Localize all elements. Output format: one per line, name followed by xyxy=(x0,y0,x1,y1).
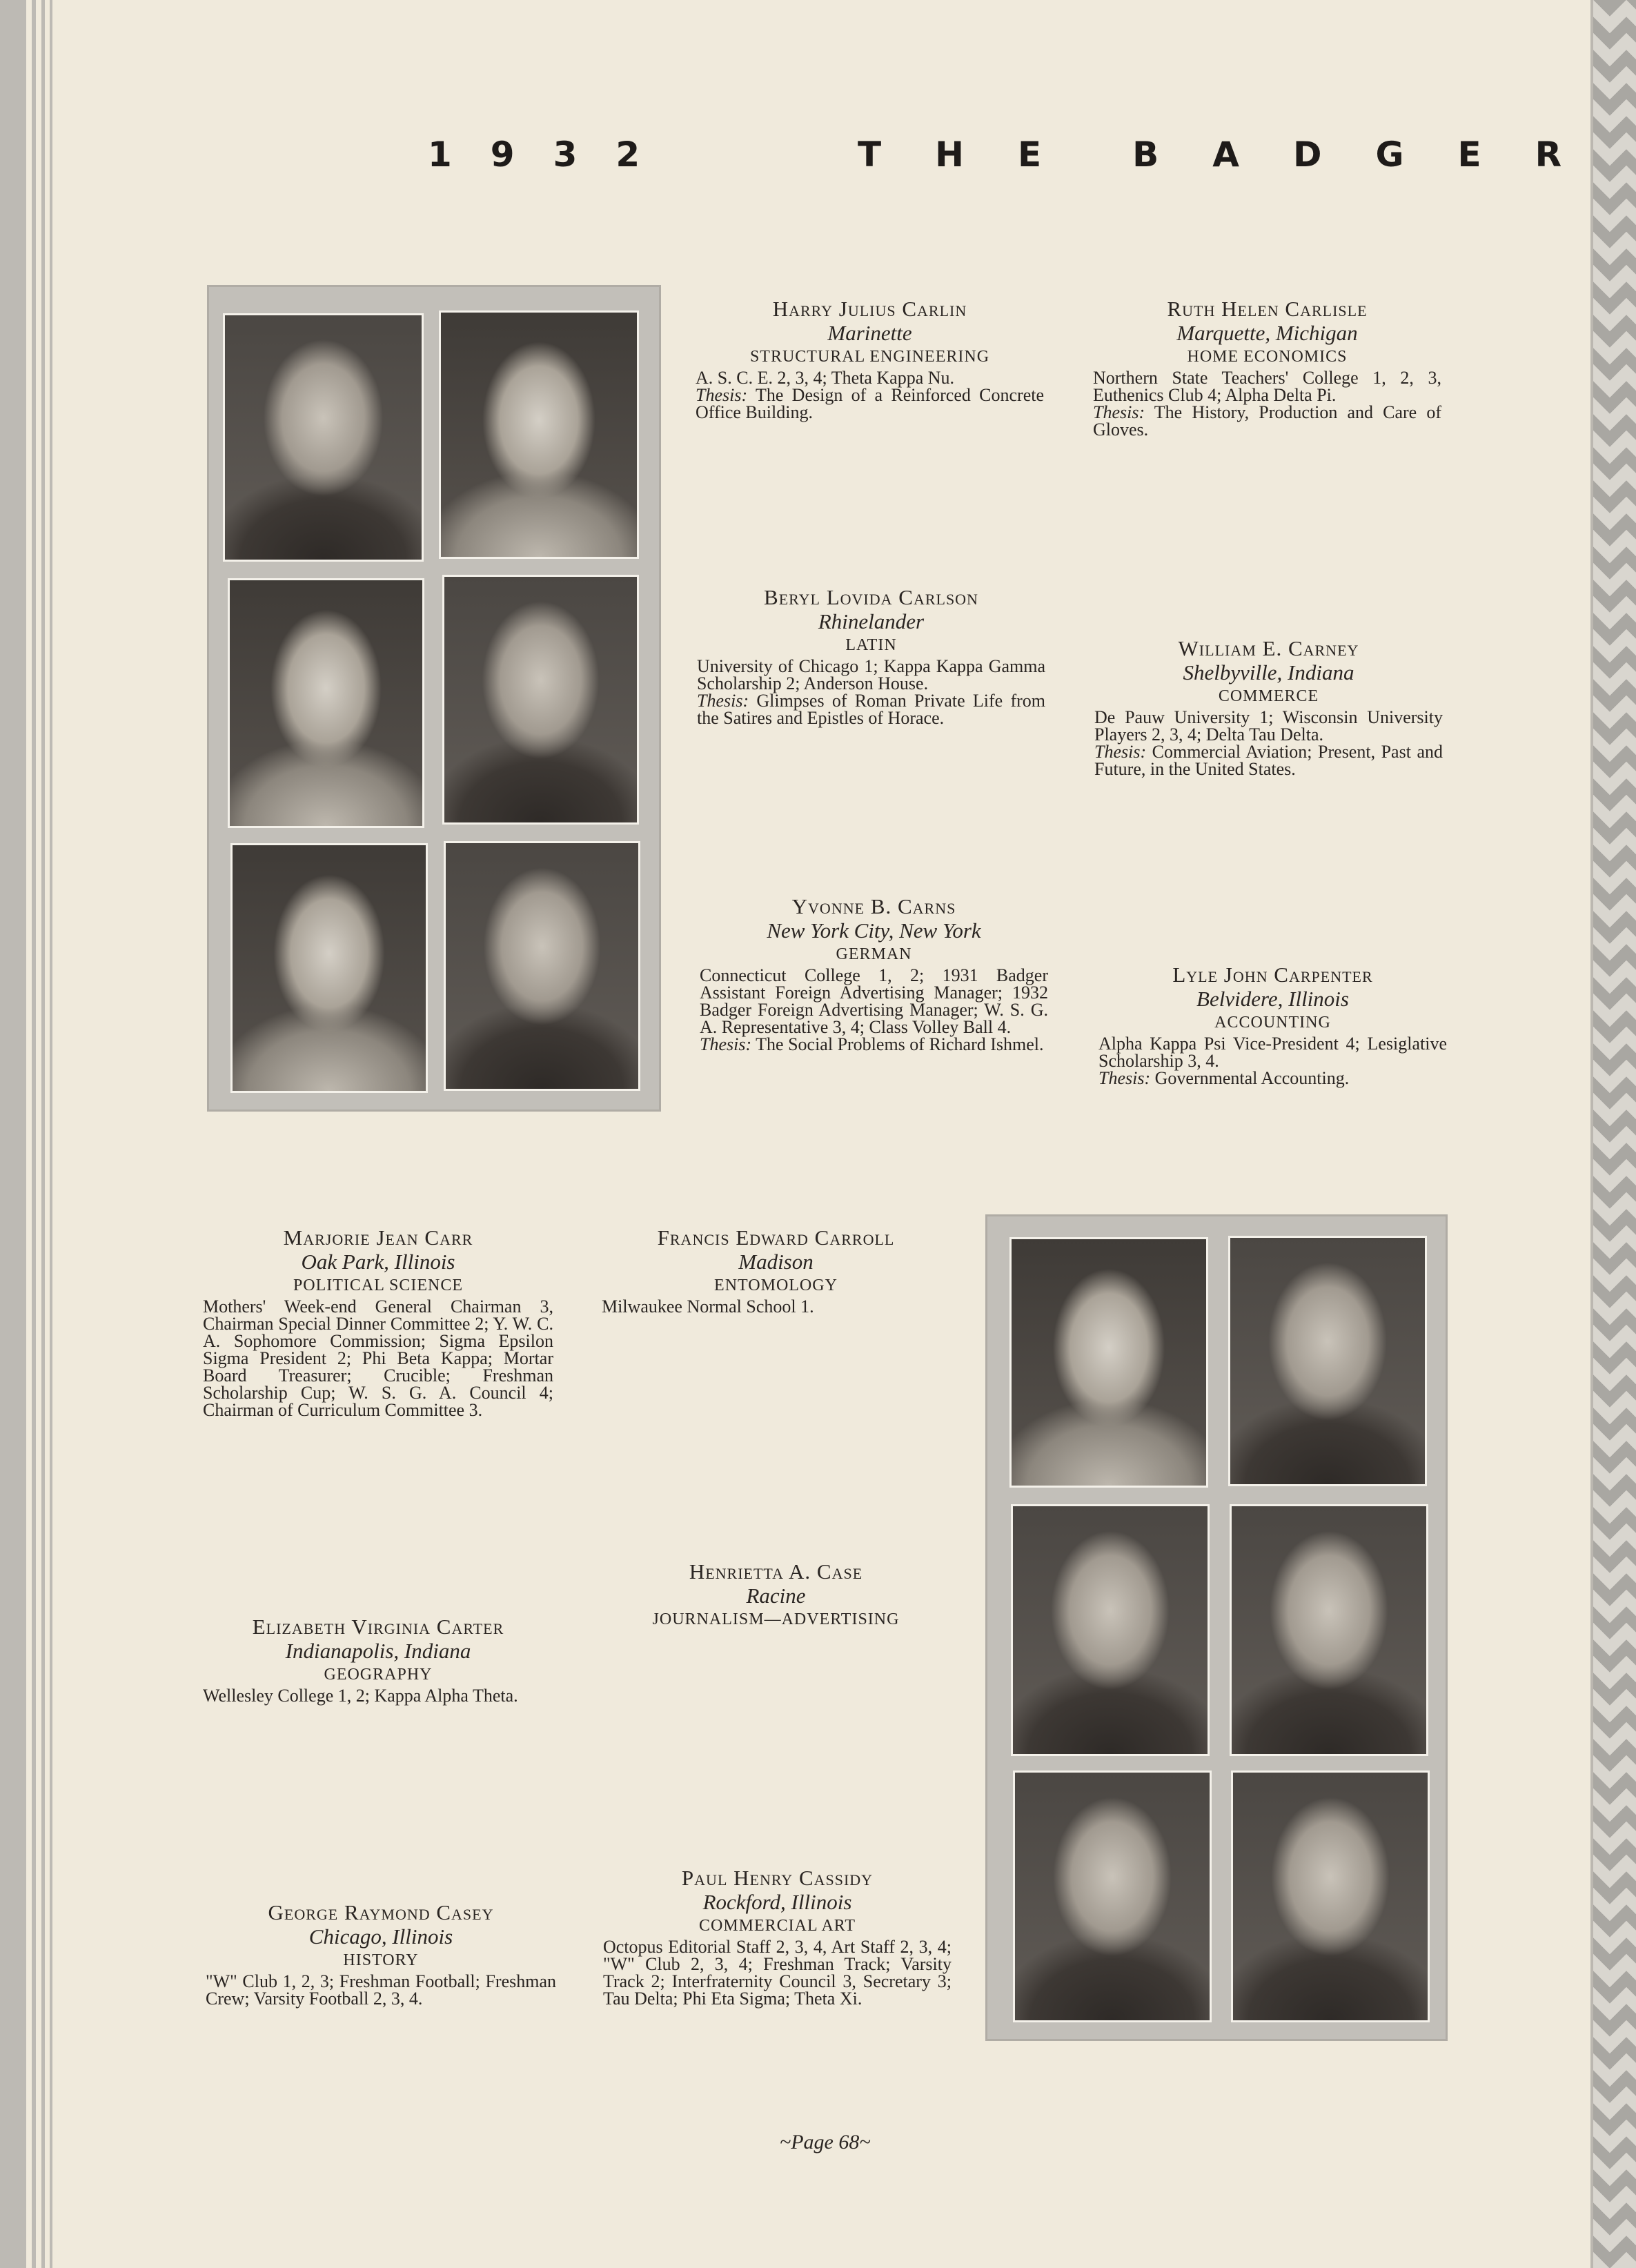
student-department: JOURNALISM—ADVERTISING xyxy=(652,1610,900,1628)
student-hometown: Indianapolis, Indiana xyxy=(285,1639,471,1663)
student-department: ACCOUNTING xyxy=(1214,1014,1331,1032)
student-activities: Connecticut College 1, 2; 1931 Badger Assistant Foreign Advertising Manager; 1932 Badger Foreign Advertising Manager; W. S. G. A. Representative 3, 4; Class Volley Ball 4. xyxy=(700,965,1048,1037)
student-department: COMMERCE xyxy=(1218,687,1319,705)
student-name: Marjorie Jean Carr xyxy=(283,1225,473,1250)
portrait-photo xyxy=(228,578,424,828)
photo-panel-top xyxy=(207,285,661,1112)
student-entry xyxy=(206,1902,556,2007)
student-activities: De Pauw University 1; Wisconsin University Players 2, 3, 4; Delta Tau Delta. xyxy=(1094,707,1443,745)
student-department: POLITICAL SCIENCE xyxy=(293,1276,464,1294)
right-diamond-border xyxy=(1593,0,1636,2268)
student-activities: "W" Club 1, 2, 3; Freshman Football; Freshman Crew; Varsity Football 2, 3, 4. xyxy=(206,1971,556,2009)
student-department: GERMAN xyxy=(836,945,912,963)
student-hometown: Shelbyville, Indiana xyxy=(1183,660,1354,684)
student-entry xyxy=(203,1616,553,1704)
student-hometown: Madison xyxy=(738,1250,814,1274)
student-activities: A. S. C. E. 2, 3, 4; Theta Kappa Nu. xyxy=(696,368,955,388)
student-activities: University of Chicago 1; Kappa Kappa Gamma Scholarship 2; Anderson House. xyxy=(697,656,1045,693)
student-entry xyxy=(1098,964,1447,1087)
student-thesis: Thesis: Glimpses of Roman Private Life from the Satires and Epistles of Horace. xyxy=(697,691,1045,728)
student-name: Elizabeth Virginia Carter xyxy=(252,1615,504,1639)
student-activities: Octopus Editorial Staff 2, 3, 4, Art Staff 2, 3, 4; "W" Club 2, 3, 4; Freshman Track; Varsity Track 2; Interfraternity Council 3, Secretary 3; Tau Delta; Phi Eta Sigma; Theta Xi. xyxy=(603,1937,952,2009)
student-hometown: Chicago, Illinois xyxy=(308,1924,453,1949)
student-hometown: Marinette xyxy=(827,321,912,345)
student-name: Ruth Helen Carlisle xyxy=(1167,297,1368,321)
student-entry xyxy=(603,1867,952,2007)
student-thesis: Thesis: The Social Problems of Richard Ishmel. xyxy=(700,1034,1044,1054)
student-department: COMMERCIAL ART xyxy=(698,1917,856,1935)
portrait-photo xyxy=(223,313,424,562)
left-border-stripe xyxy=(0,0,26,2268)
left-border-stripe xyxy=(32,0,36,2268)
student-activities: Wellesley College 1, 2; Kappa Alpha Theta. xyxy=(203,1686,518,1706)
student-entry xyxy=(602,1561,950,1628)
left-border-stripe xyxy=(41,0,45,2268)
portrait-photo xyxy=(1231,1771,1430,2022)
student-name: William E. Carney xyxy=(1178,636,1359,660)
portrait-photo xyxy=(1009,1237,1208,1488)
student-department: HOME ECONOMICS xyxy=(1187,348,1348,366)
student-name: Henrietta A. Case xyxy=(689,1559,863,1584)
student-thesis: Thesis: Commercial Aviation; Present, Past and Future, in the United States. xyxy=(1094,742,1443,779)
portrait-photo xyxy=(442,575,639,825)
student-entry xyxy=(697,586,1045,727)
portrait-photo xyxy=(444,841,640,1091)
student-hometown: Marquette, Michigan xyxy=(1176,321,1358,345)
student-entry xyxy=(1094,638,1443,778)
student-hometown: Belvidere, Illinois xyxy=(1196,987,1349,1011)
portrait-photo xyxy=(230,843,428,1093)
student-entry xyxy=(700,896,1048,1053)
student-department: HISTORY xyxy=(343,1951,419,1969)
student-department: LATIN xyxy=(845,636,897,654)
student-name: George Raymond Casey xyxy=(268,1900,494,1924)
photo-panel-bottom xyxy=(985,1214,1448,2041)
student-hometown: New York City, New York xyxy=(767,918,981,943)
page-number: ~Page 68~ xyxy=(780,2131,871,2153)
student-entry xyxy=(203,1227,553,1419)
student-activities: Mothers' Week-end General Chairman 3, Chairman Special Dinner Committee 2; Y. W. C. A. Sophomore Commission; Sigma Epsilon Sigma President 2; Phi Beta Kappa; Mortar Board Treasurer; Crucible; Freshman Scholarship Cup; W. S. G. A. Council 4; Chairman of Curriculum Committee 3. xyxy=(203,1296,553,1420)
student-department: GEOGRAPHY xyxy=(324,1666,433,1684)
student-hometown: Racine xyxy=(746,1584,806,1608)
student-thesis: Thesis: Governmental Accounting. xyxy=(1098,1068,1350,1088)
student-entry xyxy=(602,1227,950,1315)
portrait-photo xyxy=(1013,1771,1212,2022)
student-activities: Northern State Teachers' College 1, 2, 3, Euthenics Club 4; Alpha Delta Pi. xyxy=(1093,368,1441,405)
student-thesis: Thesis: The History, Production and Care of Gloves. xyxy=(1093,402,1441,440)
student-entry xyxy=(1093,298,1441,438)
header-title: T H E B A D G E R xyxy=(858,135,1564,175)
portrait-photo xyxy=(1011,1504,1210,1756)
student-activities: Milwaukee Normal School 1. xyxy=(602,1296,814,1317)
left-border-stripe xyxy=(50,0,52,2268)
student-name: Yvonne B. Carns xyxy=(791,894,956,918)
portrait-photo xyxy=(1228,1236,1427,1486)
student-name: Harry Julius Carlin xyxy=(772,297,967,321)
student-name: Francis Edward Carroll xyxy=(657,1225,895,1250)
student-name: Beryl Lovida Carlson xyxy=(764,585,978,609)
student-entry xyxy=(696,298,1044,421)
header-year: 1 9 3 2 xyxy=(428,135,642,175)
student-hometown: Oak Park, Illinois xyxy=(301,1250,455,1274)
student-name: Paul Henry Cassidy xyxy=(681,1866,874,1890)
student-name: Lyle John Carpenter xyxy=(1172,963,1373,987)
student-department: STRUCTURAL ENGINEERING xyxy=(749,348,990,366)
student-hometown: Rhinelander xyxy=(818,609,925,633)
student-thesis: Thesis: The Design of a Reinforced Concrete Office Building. xyxy=(696,385,1045,422)
portrait-photo xyxy=(1230,1504,1428,1756)
student-hometown: Rockford, Illinois xyxy=(702,1890,852,1914)
student-department: ENTOMOLOGY xyxy=(714,1276,838,1294)
portrait-photo xyxy=(439,310,639,559)
student-activities: Alpha Kappa Psi Vice-President 4; Lesiglative Scholarship 3, 4. xyxy=(1098,1034,1447,1071)
